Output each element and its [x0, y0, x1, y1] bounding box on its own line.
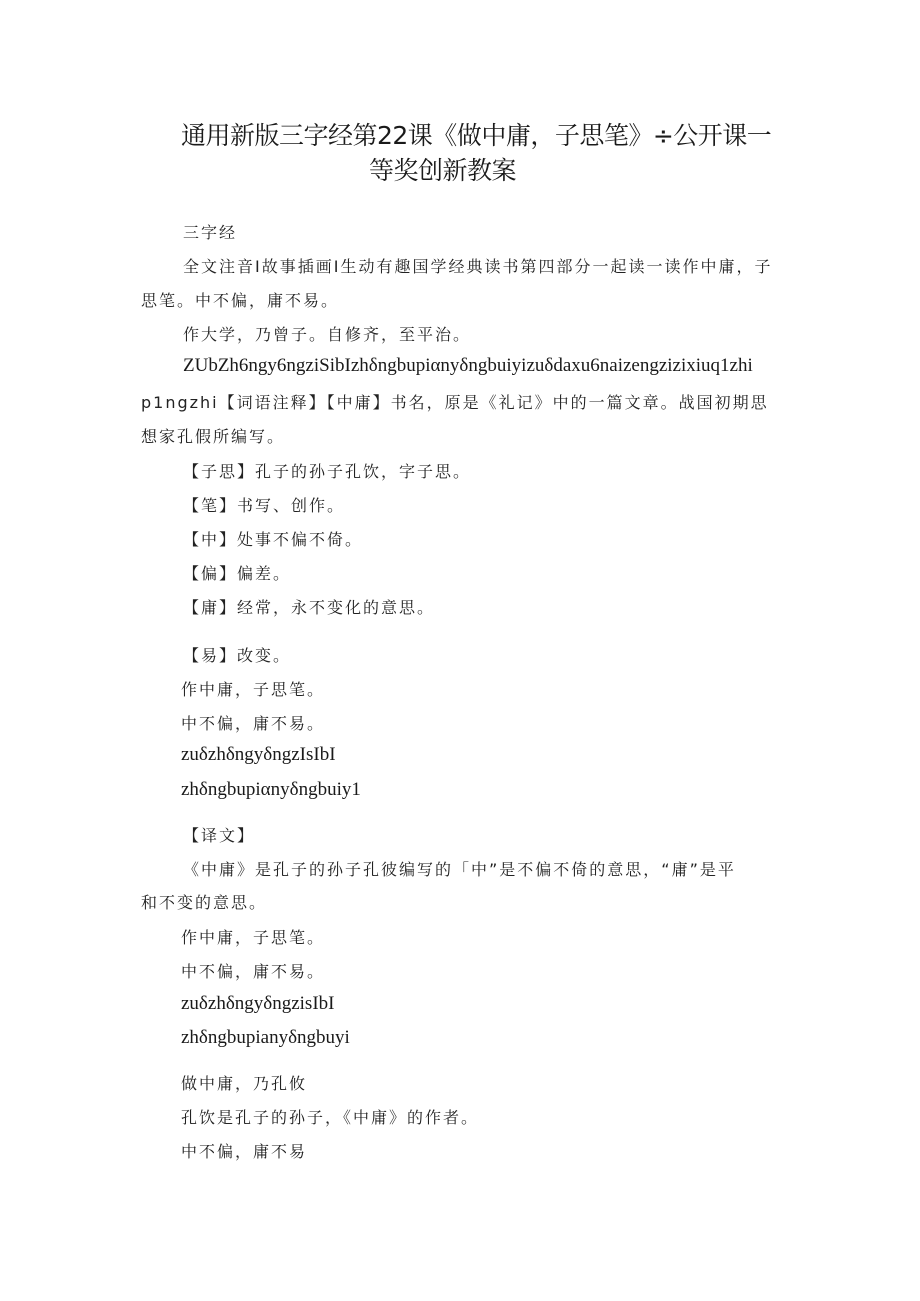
- story-line-2: 孔饮是孔子的孙子，《中庸》的作者。: [181, 1108, 480, 1127]
- note-zisi: 【子思】孔子的孙子孔饮，字子思。: [183, 462, 472, 481]
- note-zhong: 【中】处事不偏不倚。: [183, 530, 364, 549]
- note-pian: 【偏】偏差。: [183, 564, 292, 583]
- pinyin-recite-3: zuδzhδngyδngzisIbI: [181, 993, 335, 1014]
- note-yi: 【易】改变。: [183, 646, 292, 665]
- section-heading: 三字经: [183, 223, 238, 242]
- translation-line-2: 和不变的意思。: [141, 893, 268, 912]
- note-bi: 【笔】书写、创作。: [183, 496, 346, 515]
- translation-line-1: 《中庸》是孔子的孙子孔彼编写的「中”是不偏不倚的意思，“庸”是平: [183, 860, 736, 879]
- pinyin-recite-2: zhδngbupiαnyδngbuiy1: [181, 779, 361, 800]
- recite-line-2: 中不偏，庸不易。: [181, 714, 326, 733]
- verse-line: 作大学，乃曾子。自修齐，至平治。: [183, 325, 472, 344]
- recite-line-1: 作中庸，子思笔。: [181, 680, 326, 699]
- pinyin-line-1: ZUbZh6ngy6ngziSibIzhδngbupiαnyδngbuiyizuδdaxu6naizengzizixiuq1zhi: [183, 355, 753, 376]
- pinyin-and-notes-line: p1ngzhi【词语注释】【中庸】书名，原是《礼记》中的一篇文章。战国初期思: [141, 393, 769, 412]
- recite-line-4: 中不偏，庸不易。: [181, 962, 326, 981]
- intro-line-2: 思笔。中不偏，庸不易。: [141, 291, 340, 310]
- intro-line-1: 全文注音I故事插画I生动有趣国学经典读书第四部分一起读一读作中庸，子: [183, 257, 773, 276]
- story-line-1: 做中庸，乃孔攸: [181, 1074, 308, 1093]
- note-continuation: 想家孔假所编写。: [141, 427, 286, 446]
- story-line-3: 中不偏，庸不易: [181, 1142, 308, 1161]
- translation-heading: 【译文】: [183, 826, 256, 845]
- pinyin-recite-1: zuδzhδngyδngzIsIbI: [181, 744, 336, 765]
- document-title-line-1: 通用新版三字经第22课《做中庸，子思笔》÷公开课一: [181, 121, 772, 150]
- pinyin-recite-4: zhδngbupianyδngbuyi: [181, 1027, 350, 1048]
- document-title-line-2: 等奖创新教案: [369, 156, 517, 185]
- recite-line-3: 作中庸，子思笔。: [181, 928, 326, 947]
- note-yong: 【庸】经常，永不变化的意思。: [183, 598, 436, 617]
